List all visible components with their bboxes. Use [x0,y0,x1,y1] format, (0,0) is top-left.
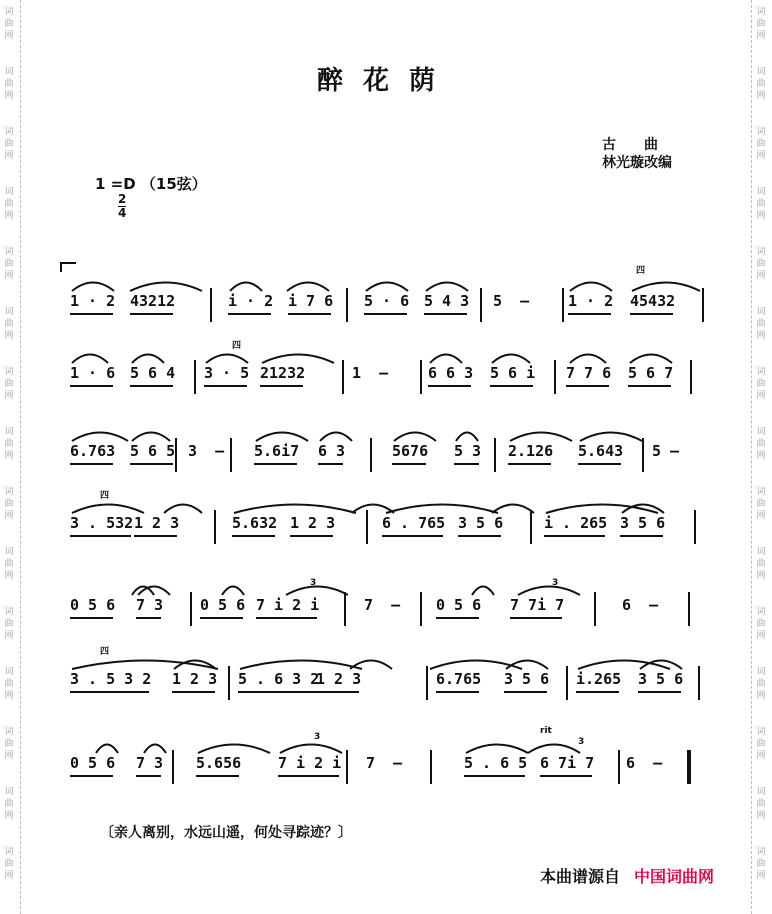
barline [688,592,690,626]
barline [190,592,192,626]
watermark-text: 词 曲 网 [756,367,766,401]
note-group: 7 i 2 i [278,754,342,772]
score-row-2 [70,340,702,420]
slur-mark [578,424,644,444]
slur-mark [278,736,344,756]
slur-mark [364,274,410,294]
beam-underline [630,313,673,315]
beam-underline [172,691,215,693]
slur-mark [130,346,166,366]
slur-mark [128,274,204,294]
final-barline [687,750,691,784]
slur-mark [384,496,500,516]
notes-line [70,670,702,694]
note-group: 5 · 6 [364,292,410,310]
note-group: 5 6 5 [130,442,176,460]
barline [214,510,216,544]
barline [698,666,700,700]
watermark-text: 词 曲 网 [4,7,14,41]
slur-mark [285,274,331,294]
score-row-3 [70,418,702,498]
beam-underline [70,313,113,315]
beam-underline [464,775,525,777]
slur-mark [516,578,582,598]
note-group: 3 . 5 3 2 [70,670,152,688]
right-watermark-strip [751,0,772,914]
watermark-text: 词 曲 网 [4,247,14,281]
note-group: 1 · 2 [70,292,116,310]
slur-mark [464,736,530,756]
beam-underline [232,535,275,537]
slur-mark [136,578,172,598]
beam-underline [424,313,467,315]
barline [228,666,230,700]
watermark-text: 词 曲 网 [756,247,766,281]
note-group: 7 – [364,596,401,614]
string-mark: 四 [636,266,646,276]
score-row-7 [70,730,702,810]
notes-line [70,442,702,466]
credit-origin: 古 曲 [602,137,658,153]
note-group: 0 5 6 [200,596,246,614]
beam-underline [130,463,173,465]
watermark-text: 词 曲 网 [4,727,14,761]
beam-underline [544,535,605,537]
slur-mark [628,346,674,366]
note-group: 7 7i 7 [510,596,565,614]
source-credit [540,864,714,887]
string-mark: 四 [100,647,110,657]
note-group: 3 5 6 [638,670,684,688]
watermark-text: 词 曲 网 [756,847,766,881]
barline [346,288,348,322]
watermark-text: 词 曲 网 [756,427,766,461]
barline [175,438,177,472]
source-site: 中国词曲网 [634,867,715,886]
slur-mark [70,274,116,294]
beam-underline [382,535,443,537]
slur-mark [196,736,272,756]
note-group: 5 3 [454,442,482,460]
barline [618,750,620,784]
beam-underline [510,617,562,619]
note-group: 5 . 6 3 2 [238,670,320,688]
slur-mark [568,274,614,294]
beam-underline [392,463,426,465]
beam-underline [134,535,177,537]
barline [554,360,556,394]
note-group: i.265 [576,670,622,688]
note-group: i . 265 [544,514,608,532]
beam-underline [70,385,113,387]
note-group: 6 – [626,754,663,772]
beam-underline [136,617,161,619]
slur-mark [504,652,550,672]
note-group: 5 6 i [490,364,536,382]
watermark-text: 词 曲 网 [4,67,14,101]
watermark-text: 词 曲 网 [4,847,14,881]
slur-mark [94,736,120,756]
beam-underline [70,691,149,693]
watermark-text: 词 曲 网 [756,727,766,761]
beam-underline [288,313,331,315]
beam-underline [130,385,173,387]
watermark-text: 词 曲 网 [4,787,14,821]
note-group: 6 7i 7 [540,754,595,772]
barline [694,510,696,544]
slur-mark [424,274,470,294]
barline [172,750,174,784]
barline [562,288,564,322]
beam-underline [578,463,621,465]
watermark-text: 词 曲 网 [4,547,14,581]
note-group: 5 6 7 [628,364,674,382]
note-group: 43212 [130,292,176,310]
credit-arranger: 林光璇改编 [602,155,672,171]
barline [426,666,428,700]
beam-underline [454,463,479,465]
watermark-text: 词 曲 网 [4,307,14,341]
beam-underline [508,463,551,465]
slur-mark [392,424,438,444]
watermark-text: 词 曲 网 [756,67,766,101]
beam-underline [70,617,113,619]
barline [480,288,482,322]
beam-underline [576,691,619,693]
beam-underline [620,535,663,537]
note-group: 3 – [188,442,225,460]
slur-mark [130,424,172,444]
note-group: 3 5 6 [458,514,504,532]
note-group: 6 3 [318,442,346,460]
slur-mark [142,736,168,756]
note-group: 5.632 [232,514,278,532]
triplet-mark: 3 [310,578,317,588]
beam-underline [196,775,239,777]
barline [642,438,644,472]
beam-underline [136,775,161,777]
note-group: 1 – [352,364,389,382]
beam-underline [458,535,501,537]
string-mark: 四 [232,341,242,351]
note-group: 3 5 6 [620,514,666,532]
slur-mark [638,652,684,672]
beam-underline [318,463,343,465]
note-group: 3 . 532 [70,514,134,532]
watermark-text: 词 曲 网 [756,607,766,641]
triplet-mark: 3 [578,737,585,747]
beam-underline [290,535,333,537]
note-group: 6 6 3 [428,364,474,382]
barline [702,288,704,322]
watermark-text: 词 曲 网 [756,7,766,41]
note-group: 0 5 6 [70,596,116,614]
score-row-4 [70,490,702,570]
barline [594,592,596,626]
slur-mark [348,652,394,672]
slur-mark [568,346,608,366]
note-group: 1 · 6 [70,364,116,382]
beam-underline [428,385,471,387]
triplet-mark: 3 [552,578,559,588]
beam-underline [436,691,479,693]
note-group: 6 – [622,596,659,614]
note-group: 1 2 3 [134,514,180,532]
source-label: 本曲谱源自 [540,867,621,886]
note-group: i 7 6 [288,292,334,310]
note-group: 6.763 [70,442,116,460]
beam-underline [260,385,303,387]
triplet-mark: 3 [314,732,321,742]
note-group: 6 . 765 [382,514,446,532]
note-group: 7 3 [136,754,164,772]
note-group: 5.6i7 [254,442,300,460]
key-signature: 1 =D （15弦） [95,175,207,193]
beam-underline [504,691,547,693]
barline [430,750,432,784]
barline [230,438,232,472]
beam-underline [566,385,609,387]
note-group: 5 . 6 5 [464,754,528,772]
time-denominator: 4 [118,206,127,220]
beam-underline [278,775,339,777]
score-row-5 [70,572,702,652]
slur-mark [238,652,364,672]
note-group: 1 2 3 [316,670,362,688]
watermark-text: 词 曲 网 [756,547,766,581]
slur-mark [630,274,702,294]
note-group: 3 · 5 [204,364,250,382]
barline [342,360,344,394]
beam-underline [638,691,681,693]
beam-underline [628,385,671,387]
barline [194,360,196,394]
barline [566,666,568,700]
time-numerator: 2 [118,192,127,206]
barline [210,288,212,322]
beam-underline [200,617,243,619]
time-signature [118,193,126,220]
slur-mark [70,346,110,366]
beam-underline [436,617,479,619]
beam-underline [254,463,297,465]
barline [370,438,372,472]
note-group: 7 7 6 [566,364,612,382]
barline [366,510,368,544]
slur-mark [220,578,246,598]
note-group: 5.643 [578,442,624,460]
beam-underline [568,313,611,315]
string-mark: 四 [100,491,110,501]
watermark-text: 词 曲 网 [4,427,14,461]
lyric-annotation: 〔亲人离别，水远山遥，何处寻踪迹？〕 [100,825,352,841]
left-watermark-strip [0,0,21,914]
note-group: 5 6 4 [130,364,176,382]
slur-mark [454,424,480,444]
barline [420,360,422,394]
note-group: 5 – [493,292,530,310]
note-group: 7 i 2 i [256,596,320,614]
watermark-text: 词 曲 网 [756,487,766,521]
beam-underline [364,313,407,315]
barline [530,510,532,544]
slur-mark [172,652,218,672]
note-group: 5 4 3 [424,292,470,310]
watermark-text: 词 曲 网 [4,367,14,401]
note-group: 2.126 [508,442,554,460]
barline [690,360,692,394]
slur-mark [470,578,496,598]
slur-mark [260,346,336,366]
beam-underline [130,313,173,315]
beam-underline [70,535,131,537]
note-group: 1 2 3 [172,670,218,688]
watermark-text: 词 曲 网 [4,487,14,521]
slur-mark [228,274,264,294]
notes-line [70,292,702,316]
slur-mark [254,424,310,444]
note-group: 21232 [260,364,306,382]
note-group: 1 · 2 [568,292,614,310]
note-group: 0 5 6 [436,596,482,614]
slur-mark [620,496,666,516]
watermark-text: 词 曲 网 [4,187,14,221]
beam-underline [204,385,247,387]
slur-mark [162,496,204,516]
beam-underline [70,463,113,465]
watermark-text: 词 曲 网 [756,127,766,161]
beam-underline [238,691,317,693]
score-title: 醉花荫 [316,66,455,96]
beam-underline [316,691,359,693]
slur-mark [70,424,130,444]
score-row-6 [70,646,702,726]
watermark-text: 词 曲 网 [756,787,766,821]
note-group: 0 5 6 [70,754,116,772]
beam-underline [228,313,271,315]
barline [346,750,348,784]
note-group: 5.656 [196,754,242,772]
watermark-text: 词 曲 网 [756,307,766,341]
beam-underline [256,617,317,619]
slur-mark [490,346,532,366]
notes-line [70,514,702,538]
slur-mark [526,736,585,756]
watermark-text: 词 曲 网 [756,667,766,701]
notes-line [70,596,702,620]
note-group: i · 2 [228,292,274,310]
slur-mark [508,424,574,444]
beam-underline [490,385,533,387]
note-group: 7 – [366,754,403,772]
slur-mark [428,346,464,366]
note-group: 45432 [630,292,676,310]
note-group: 7 3 [136,596,164,614]
slur-mark [232,496,358,516]
watermark-text: 词 曲 网 [4,667,14,701]
note-group: 5676 [392,442,429,460]
score-row-1 [70,268,702,348]
ritardando-mark: rit [540,726,552,736]
note-group: 1 2 3 [290,514,336,532]
note-group: 5 – [652,442,680,460]
watermark-text: 词 曲 网 [4,607,14,641]
barline [494,438,496,472]
barline [420,592,422,626]
note-group: 6.765 [436,670,482,688]
slur-mark [284,578,350,598]
notes-line [70,754,702,778]
slur-mark [204,346,250,366]
beam-underline [70,775,113,777]
note-group: 3 5 6 [504,670,550,688]
beam-underline [540,775,592,777]
watermark-text: 词 曲 网 [756,187,766,221]
watermark-text: 词 曲 网 [4,127,14,161]
slur-mark [318,424,354,444]
barline [344,592,346,626]
notes-line [70,364,702,388]
